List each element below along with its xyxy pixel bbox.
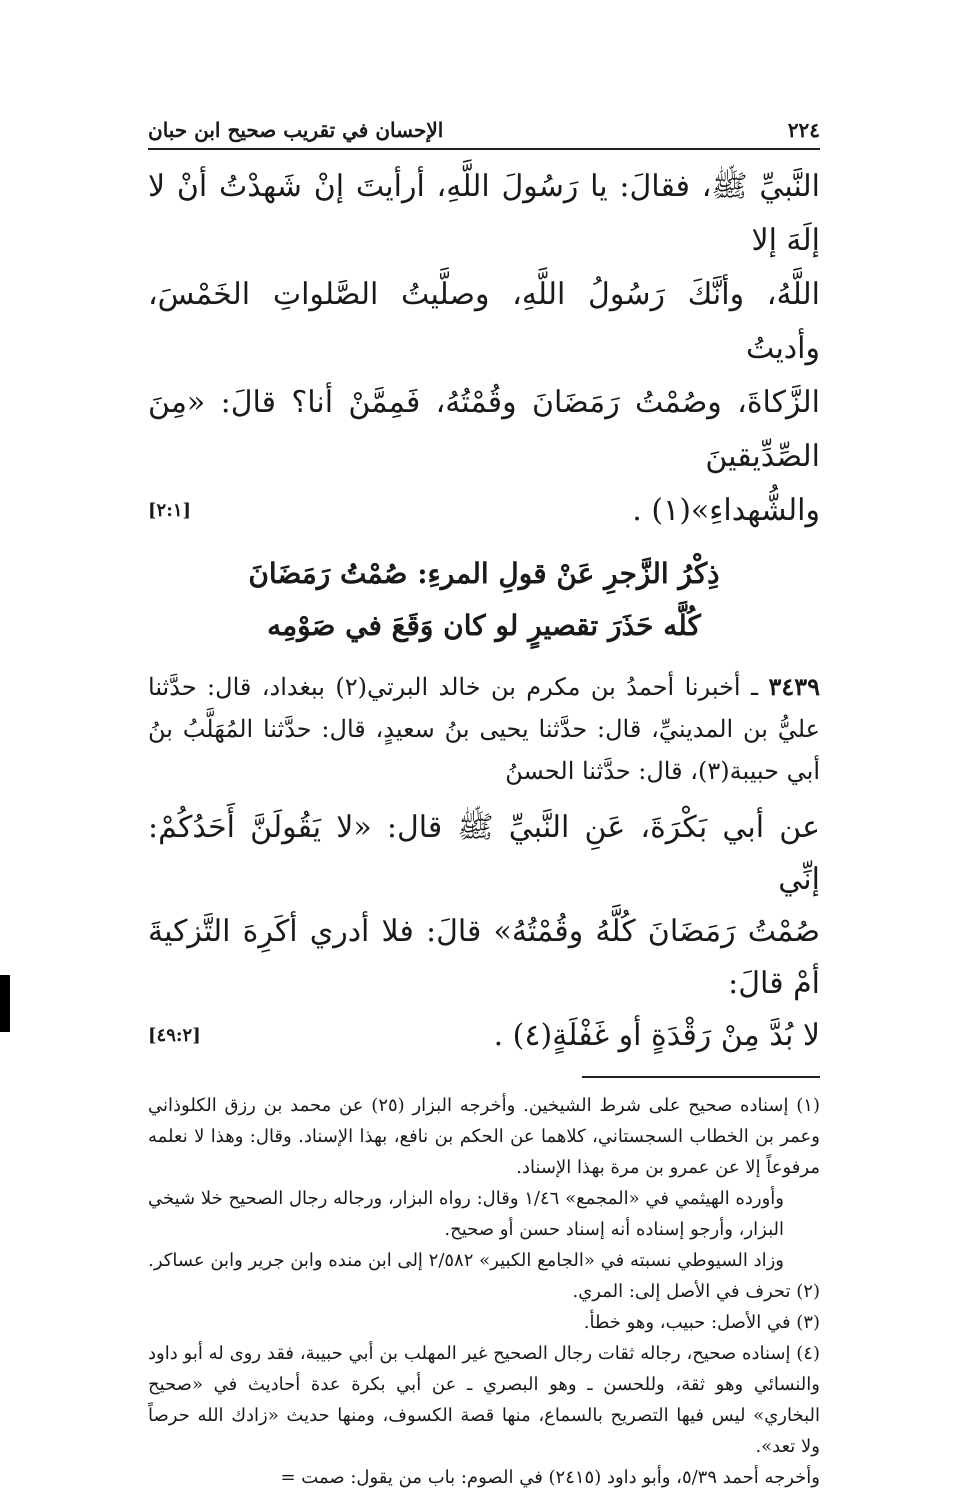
main-line-4 (148, 484, 820, 538)
main-paragraph (148, 160, 820, 538)
matn-line-2: صُمْتُ رَمَضَانَ كُلَّهُ وقُمْتُهُ» قالَ: فلا أدري أكَرِهَ التَّزكيةَ أمْ قالَ: (148, 914, 820, 1001)
matn-line-1: عن أبي بَكْرَةَ، عَنِ النَّبيِّ ﷺ قال: «لا يَقُولَنَّ أَحَدُكُمْ: إنِّي (148, 810, 820, 897)
footnote-3: (٣) في الأصل: حبيب، وهو خطأ. (583, 1312, 820, 1333)
footnote-4-cont: وأخرجه أحمد ٥/٣٩، وأبو داود (٢٤١٥) في الصوم: باب من يقول: صمت = (280, 1467, 820, 1488)
heading-line-2: كُلَّه حَذَرَ تقصيرٍ لو كان وَقَعَ في صَوْمِه (267, 609, 701, 642)
matn-line-3-text: لا بُدَّ مِنْ رَقْدَةٍ أو غَفْلَةٍ(٤) . (493, 1018, 820, 1053)
footnote-2: (٢) تحرف في الأصل إلى: المري. (572, 1281, 820, 1302)
hadith-isnad (148, 666, 820, 792)
isnad-text: ـ أخبرنا أحمدُ بن مكرم بن خالد البرتي(٢) ببغداد، قال: حدَّثنا عليُّ بن المدينيِّ، قال: حدَّثنا يحيى بنُ سعيدٍ، قال: حدَّثنا المُهَلَّبُ بنُ أبي حبيبة(٣)، قال: حدَّثنا الحسنُ (148, 673, 821, 785)
main-line-3: الزَّكاةَ، وصُمْتُ رَمَضَانَ وقُمْتُهُ، فَمِمَّنْ أنا؟ قالَ: «مِنَ الصِّدِّيقينَ (148, 385, 820, 474)
main-line-2: اللَّهُ، وأنَّكَ رَسُولُ اللَّهِ، وصلَّيتُ الصَّلواتِ الخَمْسَ، وأديتُ (148, 277, 820, 366)
footnotes (148, 1090, 820, 1493)
footnote-1-cont-1: وأورده الهيثمي في «المجمع» ١/٤٦ وقال: رواه البزار، ورجاله رجال الصحيح خلا شيخي البزار، وأرجو إسناده أنه إسناد حسن أو صحيح. (148, 1188, 784, 1240)
hadith-matn (148, 802, 820, 1062)
running-header (148, 118, 820, 150)
chapter-heading (148, 548, 820, 652)
heading-line-1: ذِكْرُ الزَّجرِ عَنْ قولِ المرءِ: صُمْتُ رَمَضَانَ (248, 557, 720, 590)
hadith-reference: [٤٩:٢] (148, 1025, 201, 1046)
main-line-4-text: والشُّهداءِ»(١) . (632, 493, 820, 528)
footnote-separator (582, 1076, 820, 1078)
page-number: ٢٢٤ (787, 118, 820, 142)
footnote-4: (٤) إسناده صحيح، رجاله ثقات رجال الصحيح غير المهلب بن أبي حبيبة، فقد روى له أبو داود والنسائي وهو ثقة، وللحسن ـ وهو البصري ـ عن أبي بكرة عدة أحاديث في «صحيح البخاري» ليس فيها التصريح بالسماع، منها قصة الكسوف، ومنها حديث «زادك الله حرصاً ولا تعد». (148, 1343, 820, 1457)
footnote-1-cont-2: وزاد السيوطي نسبته في «الجامع الكبير» ٢/٥٨٢ إلى ابن منده وابن جرير وابن عساكر. (148, 1250, 784, 1271)
book-title: الإحسان في تقريب صحيح ابن حبان (148, 118, 444, 142)
footnote-1: (١) إسناده صحيح على شرط الشيخين. وأخرجه البزار (٢٥) عن محمد بن رزق الكلوذاني وعمر بن الخطاب السجستاني، كلاهما عن الحكم بن نافع، بهذا الإسناد. وقال: وهذا لا نعلمه مرفوعاً إلا عن عمرو بن مرة بهذا الإسناد. (148, 1095, 820, 1178)
main-line-1: النَّبيِّ ﷺ، فقالَ: يا رَسُولَ اللَّهِ، أرأيتَ إنْ شَهدْتُ أنْ لا إلَهَ إلا (148, 169, 820, 258)
page-content (148, 118, 820, 1493)
hadith-number: ٣٤٣٩ (768, 672, 820, 701)
matn-line-3 (148, 1010, 820, 1062)
main-reference: [٢:١] (148, 500, 192, 521)
page-edge-marker (0, 975, 10, 1032)
